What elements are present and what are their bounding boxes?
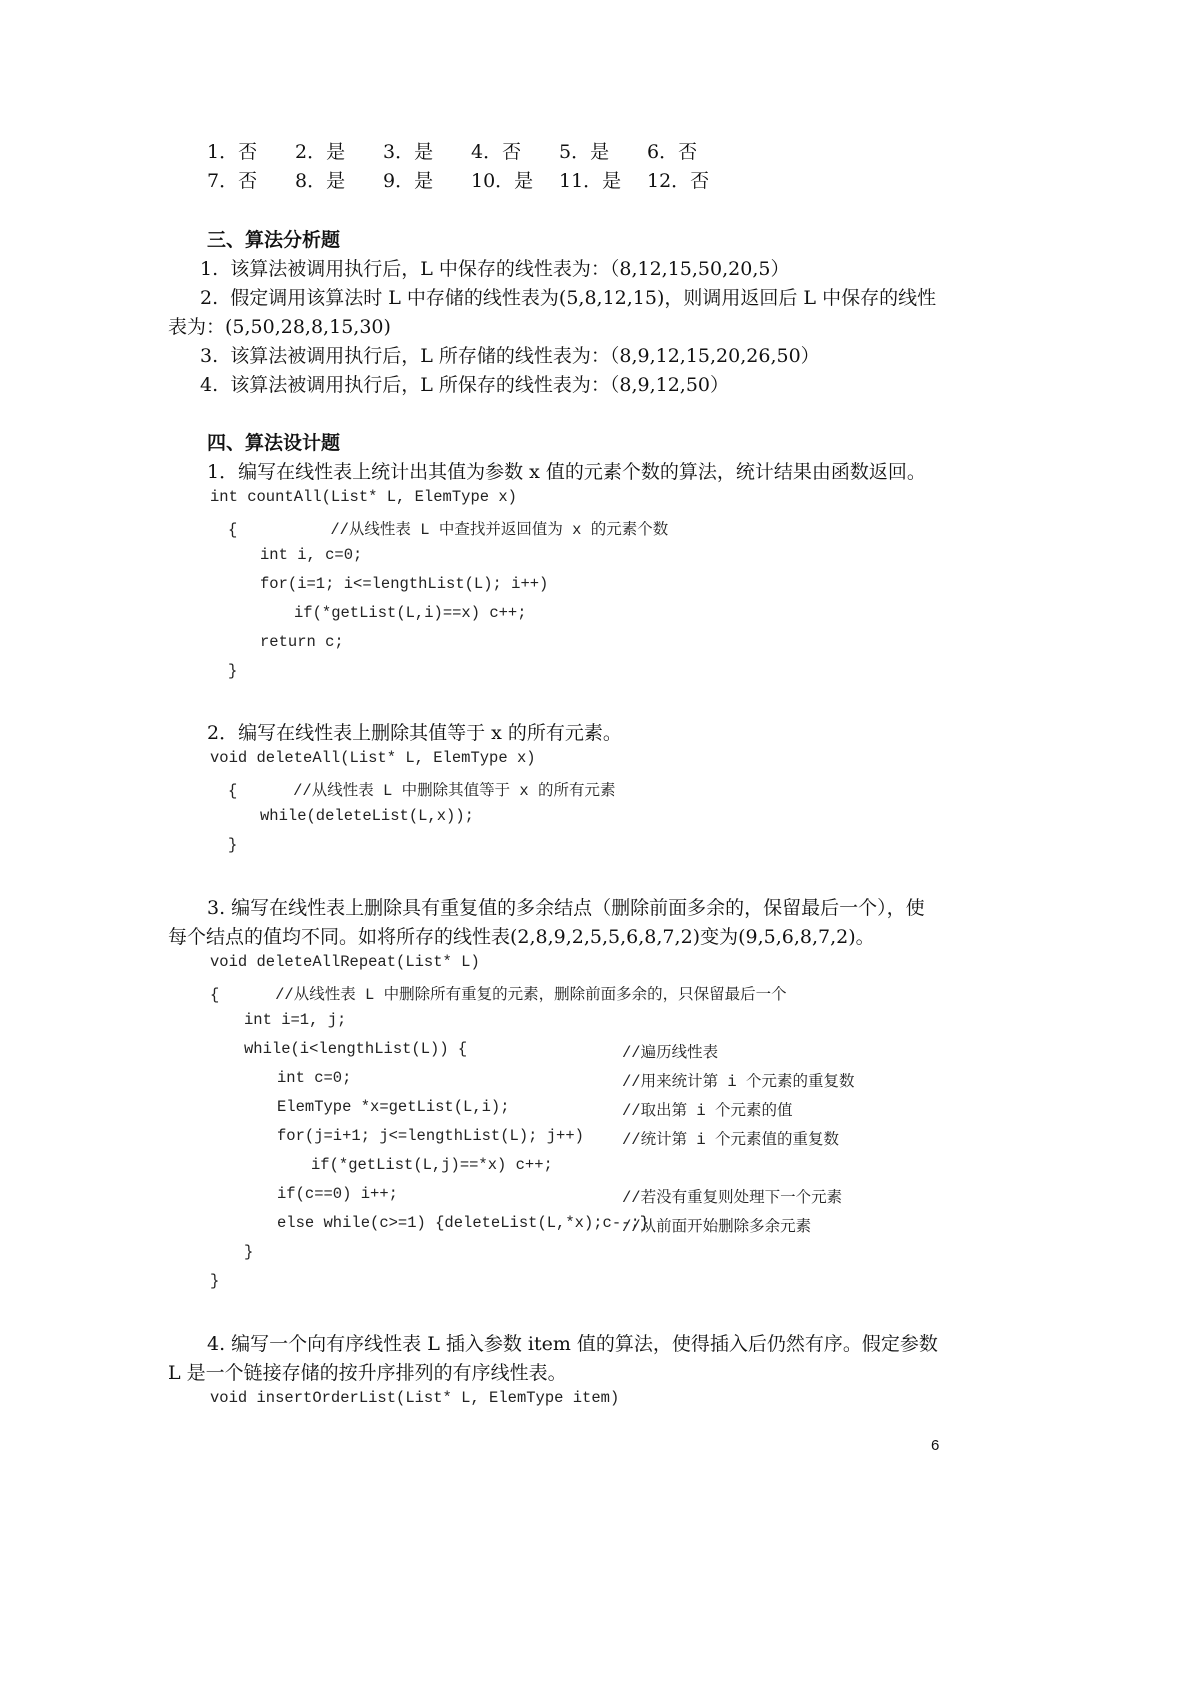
question-title: 1．编写在线性表上统计出其值为参数 x 值的元素个数的算法，统计结果由函数返回。 bbox=[207, 461, 926, 483]
code-comment: //用来统计第 i 个元素的重复数 bbox=[622, 1073, 855, 1091]
answer-item: 6．否 bbox=[647, 141, 698, 163]
code-line: if(c==0) i++; bbox=[277, 1185, 398, 1203]
section-heading: 三、算法分析题 bbox=[207, 229, 341, 251]
code-line: if(*getList(L,i)==x) c++; bbox=[294, 604, 527, 622]
answer-item: 1．否 bbox=[207, 141, 258, 163]
page-number: 6 bbox=[931, 1437, 940, 1454]
analysis-item: 4. 该算法被调用执行后，L 所保存的线性表为：（8,9,12,50） bbox=[200, 374, 730, 396]
answer-item: 7．否 bbox=[207, 170, 258, 192]
answer-item: 2．是 bbox=[295, 141, 346, 163]
answer-item: 8．是 bbox=[295, 170, 346, 192]
analysis-item: 2. 假定调用该算法时 L 中存储的线性表为(5,8,12,15)，则调用返回后 L 中保存的线性 bbox=[200, 287, 937, 309]
code-line: for(j=i+1; j<=lengthList(L); j++) bbox=[277, 1127, 584, 1145]
code-line: ElemType *x=getList(L,i); bbox=[277, 1098, 510, 1116]
analysis-item: 3. 该算法被调用执行后，L 所存储的线性表为：（8,9,12,15,20,26,50） bbox=[200, 345, 820, 367]
code-line: int i, c=0; bbox=[260, 546, 363, 564]
question-title: 4. 编写一个向有序线性表 L 插入参数 item 值的算法，使得插入后仍然有序。假定参数 bbox=[207, 1333, 938, 1355]
code-line: int countAll(List* L, ElemType x) bbox=[210, 488, 517, 506]
answer-item: 4．否 bbox=[471, 141, 522, 163]
code-line: void deleteAll(List* L, ElemType x) bbox=[210, 749, 536, 767]
code-line: return c; bbox=[260, 633, 344, 651]
code-line: if(*getList(L,j)==*x) c++; bbox=[311, 1156, 553, 1174]
code-line: for(i=1; i<=lengthList(L); i++) bbox=[260, 575, 549, 593]
code-line: void deleteAllRepeat(List* L) bbox=[210, 953, 480, 971]
code-comment: //若没有重复则处理下一个元素 bbox=[622, 1189, 843, 1207]
code-line: } bbox=[210, 1272, 220, 1290]
code-line: } bbox=[228, 662, 238, 680]
answer-item: 3．是 bbox=[383, 141, 434, 163]
analysis-item-continuation: 表为：(5,50,28,8,15,30) bbox=[168, 316, 391, 338]
code-line: } bbox=[244, 1243, 254, 1261]
code-line: while(deleteList(L,x)); bbox=[260, 807, 474, 825]
answer-item: 9．是 bbox=[383, 170, 434, 192]
code-line: { //从线性表 L 中查找并返回值为 x 的元素个数 bbox=[228, 521, 669, 539]
code-line: void insertOrderList(List* L, ElemType item) bbox=[210, 1389, 620, 1407]
code-comment: //遍历线性表 bbox=[622, 1044, 719, 1062]
question-title-continuation: L 是一个链接存储的按升序排列的有序线性表。 bbox=[168, 1362, 567, 1384]
code-comment: //统计第 i 个元素值的重复数 bbox=[622, 1131, 840, 1149]
answer-item: 12．否 bbox=[647, 170, 710, 192]
code-comment: //取出第 i 个元素的值 bbox=[622, 1102, 793, 1120]
section-heading: 四、算法设计题 bbox=[207, 432, 341, 454]
question-title: 3. 编写在线性表上删除具有重复值的多余结点（删除前面多余的，保留最后一个），使 bbox=[207, 897, 925, 919]
code-line: int c=0; bbox=[277, 1069, 352, 1087]
code-comment: //从前面开始删除多余元素 bbox=[622, 1218, 812, 1236]
code-line: else while(c>=1) {deleteList(L,*x);c--;} bbox=[277, 1214, 650, 1232]
answer-item: 5．是 bbox=[559, 141, 610, 163]
code-line: { //从线性表 L 中删除其值等于 x 的所有元素 bbox=[228, 782, 616, 800]
question-title: 2．编写在线性表上删除其值等于 x 的所有元素。 bbox=[207, 722, 622, 744]
code-line: { //从线性表 L 中删除所有重复的元素，删除前面多余的，只保留最后一个 bbox=[210, 986, 787, 1004]
code-line: int i=1, j; bbox=[244, 1011, 347, 1029]
answer-item: 11．是 bbox=[559, 170, 622, 192]
code-line: while(i<lengthList(L)) { bbox=[244, 1040, 468, 1058]
answer-item: 10．是 bbox=[471, 170, 534, 192]
analysis-item: 1. 该算法被调用执行后，L 中保存的线性表为：（8,12,15,50,20,5） bbox=[200, 258, 790, 280]
question-title-continuation: 每个结点的值均不同。如将所存的线性表(2,8,9,2,5,5,6,8,7,2)变为(9,5,6,8,7,2)。 bbox=[168, 926, 875, 948]
code-line: } bbox=[228, 836, 238, 854]
